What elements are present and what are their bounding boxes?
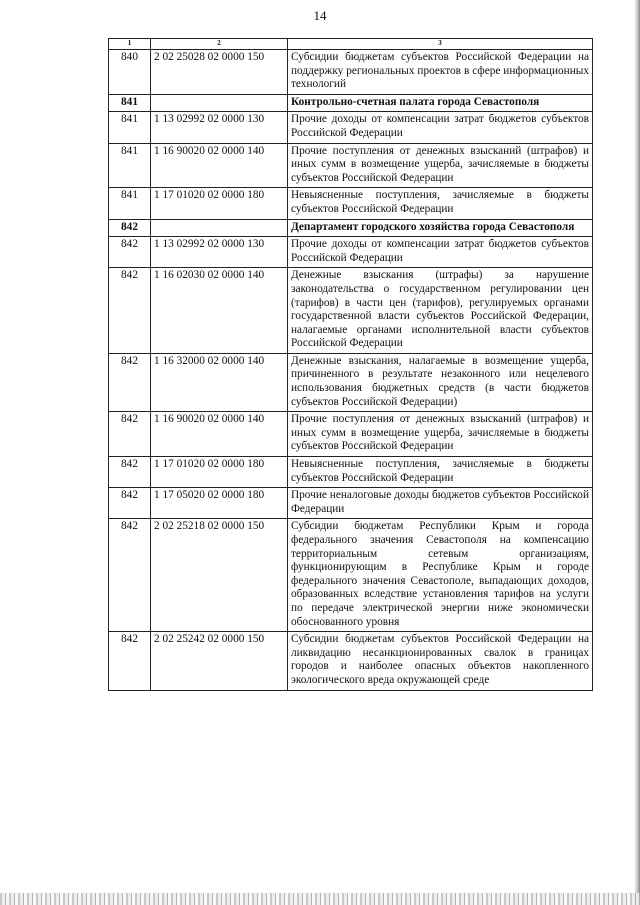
revenue-name-cell: Прочие неналоговые доходы бюджетов субъектов Российской Федерации <box>288 488 593 519</box>
table-row <box>109 412 593 457</box>
table-row <box>109 353 593 411</box>
revenue-code-cell: 1 13 02992 02 0000 130 <box>151 112 288 143</box>
revenue-code-cell: 2 02 25242 02 0000 150 <box>151 632 288 690</box>
admin-code-cell: 840 <box>109 50 151 95</box>
column-number-1: 1 <box>109 39 151 50</box>
table-row <box>109 632 593 690</box>
revenue-name-cell: Прочие доходы от компенсации затрат бюджетов субъектов Российской Федерации <box>288 112 593 143</box>
revenue-code-cell: 1 16 32000 02 0000 140 <box>151 353 288 411</box>
revenue-name-cell: Контрольно-счетная палата города Севастополя <box>288 94 593 112</box>
admin-code-cell: 841 <box>109 112 151 143</box>
admin-code-cell: 841 <box>109 94 151 112</box>
admin-code-cell: 842 <box>109 519 151 632</box>
revenue-name-cell: Прочие поступления от денежных взысканий (штрафов) и иных сумм в возмещение ущерба, зачисляемые в бюджеты субъектов Российской Федерации <box>288 412 593 457</box>
section-header-row <box>109 219 593 237</box>
admin-code-cell: 841 <box>109 143 151 188</box>
page-number: 14 <box>313 8 327 23</box>
revenue-name-cell: Прочие поступления от денежных взысканий (штрафов) и иных сумм в возмещение ущерба, зачисляемые в бюджеты субъектов Российской Федерации <box>288 143 593 188</box>
column-number-2: 2 <box>151 39 288 50</box>
revenue-name-cell: Департамент городского хозяйства города Севастополя <box>288 219 593 237</box>
scan-edge-artifact <box>634 0 640 905</box>
revenue-code-cell: 1 17 05020 02 0000 180 <box>151 488 288 519</box>
revenue-name-cell: Субсидии бюджетам субъектов Российской Федерации на ликвидацию несанкционированных свалок в границах городов и наиболее опасных объектов накопленного экологического вреда окружающей среде <box>288 632 593 690</box>
table-row <box>109 50 593 95</box>
revenue-name-cell: Субсидии бюджетам Республики Крым и города федерального значения Севастополя на компенсацию территориальным сетевым организациям, функционирующим в Республике Крым и городе федерального значения Севастополе, выпадающих доходов, образованных вследствие установления тарифов на услуги по передаче электрической энергии ниже экономически обоснованного уровня <box>288 519 593 632</box>
admin-code-cell: 842 <box>109 353 151 411</box>
revenue-code-cell: 1 16 90020 02 0000 140 <box>151 143 288 188</box>
table-row <box>109 143 593 188</box>
admin-code-cell: 842 <box>109 412 151 457</box>
column-number-row <box>109 39 593 50</box>
column-number-3: 3 <box>288 39 593 50</box>
scan-bottom-artifact <box>0 893 640 905</box>
revenue-name-cell: Прочие доходы от компенсации затрат бюджетов субъектов Российской Федерации <box>288 237 593 268</box>
revenue-name-cell: Невыясненные поступления, зачисляемые в бюджеты субъектов Российской Федерации <box>288 188 593 219</box>
revenue-code-cell: 1 16 90020 02 0000 140 <box>151 412 288 457</box>
table-row <box>109 457 593 488</box>
table-row <box>109 188 593 219</box>
admin-code-cell: 842 <box>109 457 151 488</box>
revenue-name-cell: Денежные взыскания, налагаемые в возмещение ущерба, причиненного в результате незаконного или нецелевого использования бюджетных средств (в части бюджетов субъектов Российской Федерации) <box>288 353 593 411</box>
revenue-code-cell: 2 02 25028 02 0000 150 <box>151 50 288 95</box>
admin-code-cell: 842 <box>109 488 151 519</box>
table-row <box>109 112 593 143</box>
admin-code-cell: 842 <box>109 268 151 354</box>
revenue-code-cell: 1 17 01020 02 0000 180 <box>151 188 288 219</box>
revenue-name-cell: Субсидии бюджетам субъектов Российской Федерации на поддержку региональных проектов в сфере информационных технологий <box>288 50 593 95</box>
table-row <box>109 519 593 632</box>
section-header-row <box>109 94 593 112</box>
revenue-code-cell <box>151 219 288 237</box>
admin-code-cell: 842 <box>109 219 151 237</box>
revenue-code-cell: 1 16 02030 02 0000 140 <box>151 268 288 354</box>
table-row <box>109 268 593 354</box>
revenue-code-cell: 1 17 01020 02 0000 180 <box>151 457 288 488</box>
table-row <box>109 237 593 268</box>
table-body <box>109 50 593 691</box>
revenue-code-cell: 1 13 02992 02 0000 130 <box>151 237 288 268</box>
admin-code-cell: 842 <box>109 237 151 268</box>
revenue-code-cell <box>151 94 288 112</box>
revenue-name-cell: Невыясненные поступления, зачисляемые в бюджеты субъектов Российской Федерации <box>288 457 593 488</box>
admin-code-cell: 841 <box>109 188 151 219</box>
revenue-codes-table <box>108 38 593 691</box>
admin-code-cell: 842 <box>109 632 151 690</box>
revenue-code-cell: 2 02 25218 02 0000 150 <box>151 519 288 632</box>
revenue-name-cell: Денежные взыскания (штрафы) за нарушение законодательства о государственном регулировании цен (тарифов) в части цен (тарифов), регулируемых органами государственной власти субъектов Российской Федерации, налагаемые органами исполнительной власти субъектов Российской Федерации <box>288 268 593 354</box>
table-row <box>109 488 593 519</box>
